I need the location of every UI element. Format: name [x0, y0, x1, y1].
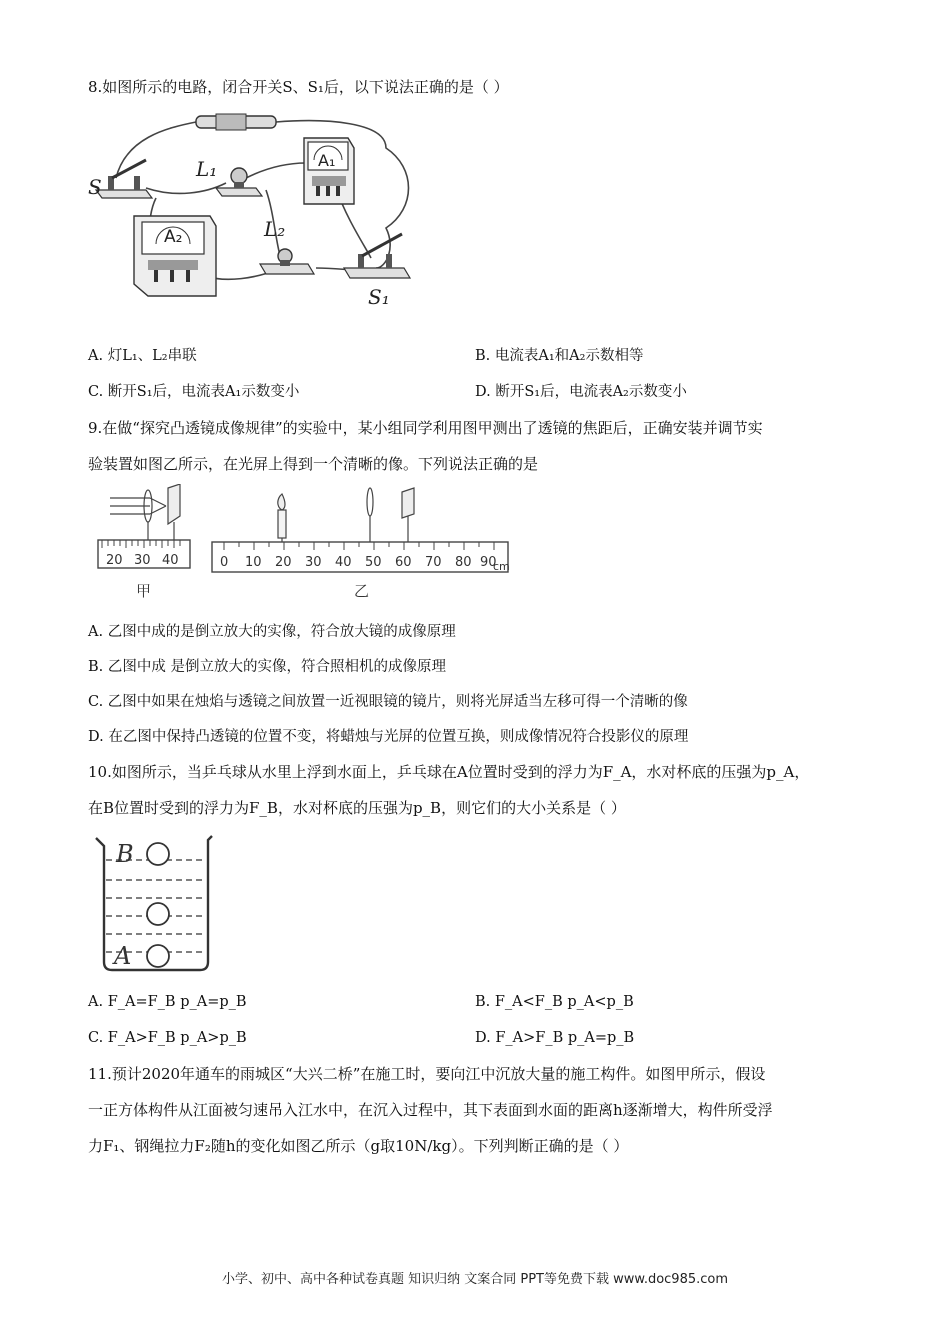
q11-stem-line1: 11.预计2020年通车的雨城区“大兴二桥”在施工时，要向江中沉放大量的施工构件。如图甲所示，假设	[88, 1065, 766, 1083]
yi-tick-40: 40	[335, 555, 352, 570]
jia-tick-20: 20	[106, 553, 123, 568]
q8-option-a: A. 灯L₁、L₂串联	[88, 348, 197, 364]
label-l2: L₂	[264, 217, 286, 241]
label-a1: A₁	[318, 151, 336, 170]
label-s1: S₁	[368, 285, 390, 308]
label-a2: A₂	[164, 227, 183, 247]
label-l1: L₁	[196, 157, 218, 181]
q10-stem-line2: 在B位置时受到的浮力为F_B，水对杯底的压强为p_B，则它们的大小关系是（ ）	[88, 799, 626, 817]
q9-option-a: A. 乙图中成的是倒立放大的实像，符合放大镜的成像原理	[88, 624, 456, 640]
q10-option-a: A. F_A=F_B p_A=p_B	[88, 994, 247, 1010]
q9-stem-line1: 9.在做“探究凸透镜成像规律”的实验中，某小组同学利用图甲测出了透镜的焦距后，正确安装并调节实	[88, 419, 763, 437]
q9-lens-figure	[88, 484, 518, 604]
q10-option-b: B. F_A<F_B p_A<p_B	[475, 994, 634, 1010]
q9-option-d: D. 在乙图中保持凸透镜的位置不变，将蜡烛与光屏的位置互换，则成像情况符合投影仪的原理	[88, 729, 689, 745]
yi-unit: cm	[493, 560, 510, 573]
yi-tick-80: 80	[455, 555, 472, 570]
yi-tick-50: 50	[365, 555, 382, 570]
q11-stem-line3: 力F₁、钢绳拉力F₂随h的变化如图乙所示（g取10N/kg）。下列判断正确的是（ ）	[88, 1137, 629, 1155]
page-footer: 小学、初中、高中各种试卷真题 知识归纳 文案合同 PPT等免费下载 www.doc985.com	[221, 1272, 729, 1287]
q8-option-c: C. 断开S₁后，电流表A₁示数变小	[88, 384, 300, 400]
label-a: A	[114, 942, 132, 970]
yi-tick-30: 30	[305, 555, 322, 570]
q10-option-d: D. F_A>F_B p_A=p_B	[475, 1030, 635, 1046]
jia-caption: 甲	[136, 582, 152, 600]
q9-option-c: C. 乙图中如果在烛焰与透镜之间放置一近视眼镜的镜片，则将光屏适当左移可得一个清晰的像	[88, 694, 688, 710]
q10-option-c: C. F_A>F_B p_A>p_B	[88, 1030, 247, 1046]
yi-caption: 乙	[354, 582, 370, 600]
yi-tick-0: 0	[220, 555, 229, 570]
q10-stem-line1: 10.如图所示，当乒乓球从水里上浮到水面上，乒乓球在A位置时受到的浮力为F_A，水对杯底的压强为p_A，	[88, 763, 810, 781]
q8-option-d: D. 断开S₁后，电流表A₂示数变小	[475, 384, 687, 400]
label-b: B	[116, 840, 134, 868]
q10-beaker-figure	[90, 830, 230, 974]
q9-stem-line2: 验装置如图乙所示，在光屏上得到一个清晰的像。下列说法正确的是	[88, 455, 539, 473]
yi-tick-70: 70	[425, 555, 442, 570]
q8-stem: 8.如图所示的电路，闭合开关S、S₁后，以下说法正确的是（ ）	[88, 78, 509, 96]
yi-tick-90: 90	[480, 555, 497, 570]
label-s: S	[88, 175, 102, 199]
jia-tick-40: 40	[162, 553, 179, 568]
q9-option-b: B. 乙图中成 是倒立放大的实像，符合照相机的成像原理	[88, 659, 446, 675]
q11-stem-line2: 一正方体构件从江面被匀速吊入江水中，在沉入过程中，其下表面到水面的距离h逐渐增大，构件所受浮	[88, 1101, 773, 1119]
q8-circuit-figure	[86, 108, 416, 308]
yi-tick-10: 10	[245, 555, 262, 570]
jia-tick-30: 30	[134, 553, 151, 568]
q8-option-b: B. 电流表A₁和A₂示数相等	[475, 348, 644, 364]
yi-tick-60: 60	[395, 555, 412, 570]
yi-tick-20: 20	[275, 555, 292, 570]
